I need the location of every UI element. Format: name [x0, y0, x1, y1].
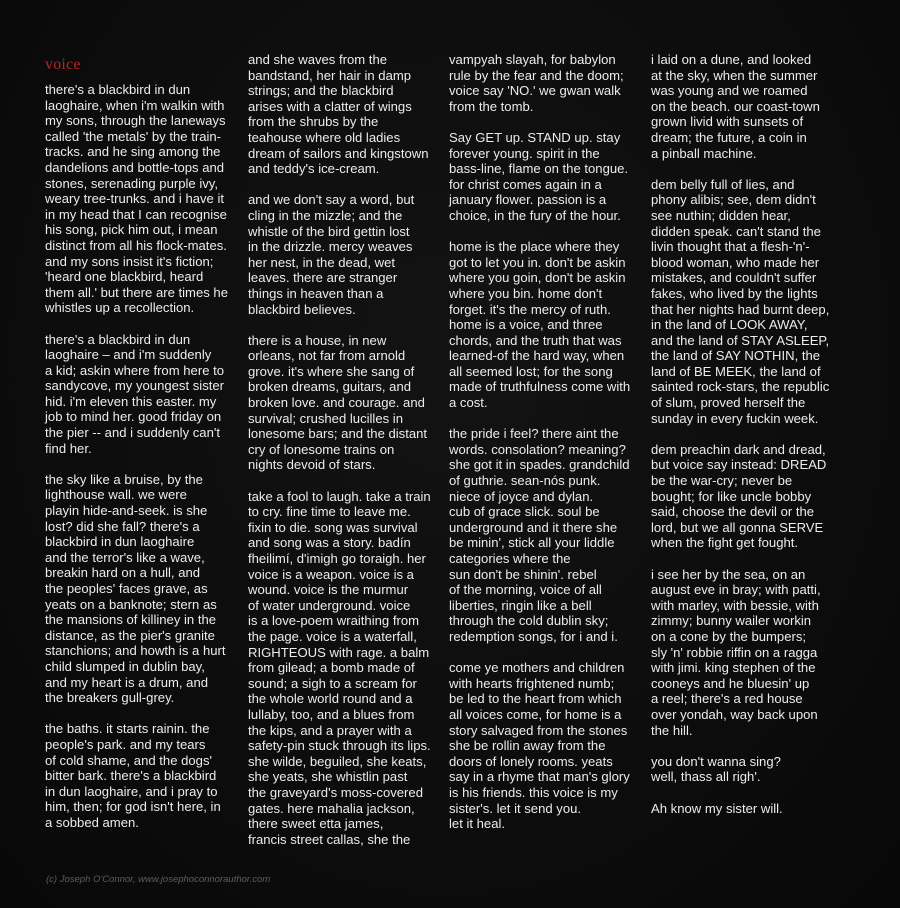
paragraph: home is the place where they got to let you in. don't be askin where you goin, don't be askin where you bin. home don't forget. it's the mercy of ruth. home is a voice, and three chords, and the truth that was learned-of the hard way, when all seemed lost; for the song made of truthfulness come with a cost. — [449, 239, 631, 411]
copyright-footer: (c) Joseph O'Connor, www.josephoconnorauthor.com — [46, 874, 271, 885]
column-1 — [45, 82, 245, 831]
paragraph: take a fool to laugh. take a train to cry. fine time to leave me. fixin to die. song was survival and song was a story. badín fheilimí, d'imigh go toraigh. her voice is a weapon. voice is a wound. voice is the murmur of water underground. voice is a love-poem wraithing from the page. voice is a waterfall, RIGHTEOUS with rage. a balm from gilead; a bomb made of sound; a sigh to a scream for the whole world round and a lullaby, too, and a blues from the kips, and a prayer with a safety-pin stuck through its lips. she wilde, beguiled, she keats, she yeats, she whistlin past the graveyard's moss-covered gates. here mahalia jackson, there sweet etta james, francis street callas, she the — [248, 488, 431, 847]
paragraph: dem belly full of lies, and phony alibis; see, dem didn't see nuthin; didden hear, didden speak. can't stand the livin thought that a flesh-'n'- blood woman, who made her mistakes, and couldn't suffer fakes, who lived by the lights that her nights had burnt deep, in the land of LOOK AWAY, and the land of STAY ASLEEP, the land of SAY NOTHIN, the land of BE MEEK, the land of sainted rock-stars, the republic of slum, proved herself the sunday in every fuckin week. — [651, 176, 830, 426]
paragraph: Ah know my sister will. — [651, 800, 783, 816]
paragraph: and we don't say a word, but cling in the mizzle; and the whistle of the bird gettin lost in the drizzle. mercy weaves her nest, in the dead, wet leaves. there are stranger things in heaven than a blackbird believes. — [248, 192, 415, 317]
paragraph: the sky like a bruise, by the lighthouse wall. we were playin hide-and-seek. is she lost? did she fall? there's a blackbird in dun laoghaire and the terror's like a wave, breakin hard on a hull, and the peoples' faces grave, as yeats on a banknote; stern as the mansions of killiney in the distance, as the pier's granite stanchions; and howth is a hurt child slumped in dublin bay, and my heart is a drum, and the breakers gull-grey. — [45, 471, 226, 706]
paragraph: Say GET up. STAND up. stay forever young. spirit in the bass-line, flame on the tongue. for christ comes again in a january flower. passion is a choice, in the fury of the hour. — [449, 129, 629, 223]
paragraph: you don't wanna sing? well, thass all righ'. — [651, 753, 781, 785]
paragraph: i laid on a dune, and looked at the sky, when the summer was young and we roamed on the beach. our coast-town grown livid with sunsets of dream; the future, a coin in a pinball machine. — [651, 52, 820, 161]
paragraph: i see her by the sea, on an august eve in bray; with patti, with marley, with bessie, with zimmy; bunny wailer workin on a cone by the bumpers; sly 'n' robbie riffin on a ragga with jimi. king stephen of the cooneys and he bluesin' up a reel; there's a red house over yondah, way back upon the hill. — [651, 566, 821, 738]
column-3 — [449, 52, 639, 832]
paragraph: vampyah slayah, for babylon rule by the fear and the doom; voice say 'NO.' we gwan walk from the tomb. — [449, 52, 624, 114]
column-4 — [651, 52, 861, 816]
poem-title: voice — [45, 56, 81, 73]
paragraph: there's a blackbird in dun laoghaire – and i'm suddenly a kid; askin where from here to sandycove, my youngest sister hid. i'm eleven this easter. my job to mind her. good friday on the pier -- and i suddenly can't find her. — [45, 331, 225, 456]
column-2 — [248, 52, 443, 847]
paragraph: there's a blackbird in dun laoghaire, when i'm walkin with my sons, through the laneways called 'the metals' by the train- tracks. and he sing among the dandelions and bottle-tops and stones, serenading purple ivy, weary tree-trunks. and i have it in my head that I can recognise his song, pick him out, i mean distinct from all his flock-mates. and my sons insist it's fiction; 'heard one blackbird, heard them all.' but there are times he whistles up a recollection. — [45, 82, 228, 316]
paragraph: the pride i feel? there aint the words. consolation? meaning? she got it in spades. grandchild of guthrie. sean-nós punk. niece of joyce and dylan. cub of grace slick. soul be underground and it there she be minin', stick all your liddle categories where the sun don't be shinin'. rebel of the morning, voice of all liberties, ringin like a bell through the cold dublin sky; redemption songs, for i and i. — [449, 426, 630, 644]
paragraph: dem preachin dark and dread, but voice say instead: DREAD be the war-cry; never be bought; for like uncle bobby said, choose the devil or the lord, but we all gonna SERVE when the fight get fought. — [651, 441, 827, 551]
paragraph: come ye mothers and children with hearts frightened numb; be led to the heart from which all voices come, for home is a story salvaged from the stones she be rollin away from the doors of lonely rooms. yeats say in a rhyme that man's glory is his friends. this voice is my sister's. let it send you. let it heal. — [449, 660, 630, 832]
paragraph: there is a house, in new orleans, not far from arnold grove. it's where she sang of broken dreams, guitars, and broken love. and courage. and survival; crushed lucilles in lonesome bars; and the distant cry of lonesome trains on nights devoid of stars. — [248, 332, 428, 473]
paragraph: the baths. it starts rainin. the people's park. and my tears of cold shame, and the dogs' bitter bark. there's a blackbird in dun laoghaire, and i pray to him, then; for god isn't here, in a sobbed amen. — [45, 721, 221, 830]
paragraph: and she waves from the bandstand, her hair in damp strings; and the blackbird arises with a clatter of wings from the shrubs by the teahouse where old ladies dream of sailors and kingstown and teddy's ice-cream. — [248, 52, 429, 177]
